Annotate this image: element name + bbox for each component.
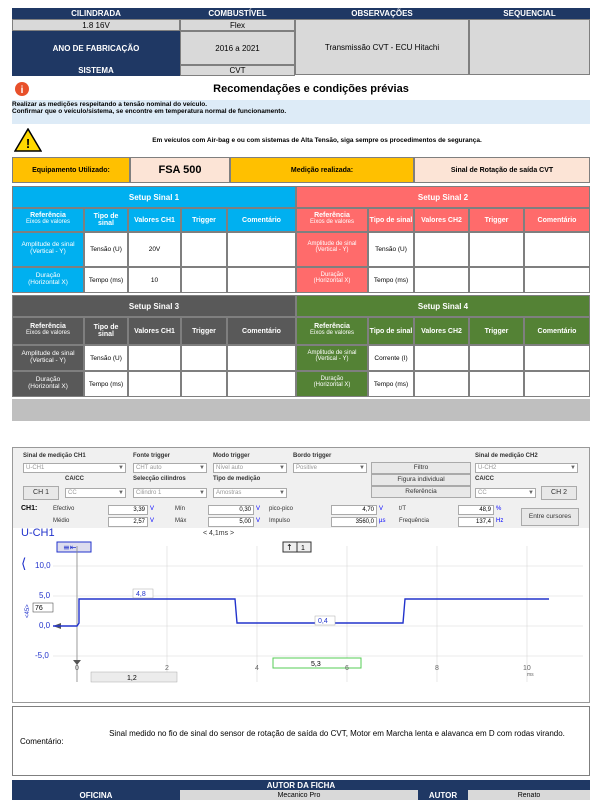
oficina-value: Mecanico Pro [180, 790, 418, 800]
section-divider [12, 399, 590, 421]
sinal-ch2-select[interactable]: U-CH2 ▼ [475, 463, 578, 473]
sequencial-value [469, 19, 590, 75]
efectivo-value: 3,39 [108, 505, 148, 515]
s2-amp-tipo: Tensão (U) [368, 232, 414, 267]
s2-amp-ref: Amplitude de sinal (Vertical - Y) [296, 232, 368, 267]
chart-mode-icon[interactable] [57, 542, 91, 552]
s3-dur-tipo: Tempo (ms) [84, 371, 128, 397]
y-tick-neg5: -5,0 [35, 651, 49, 660]
tt-label: t/T [399, 506, 406, 512]
setup-3-title: Setup Sinal 3 [12, 295, 296, 317]
s4-amp-trigger [469, 345, 524, 371]
sistema-value: CVT [180, 65, 295, 76]
s3-comentario-header: Comentário [227, 317, 296, 345]
oscilloscope-panel [12, 447, 590, 703]
waveform-display [13, 528, 589, 702]
s4-amp-value [414, 345, 469, 371]
s3-trigger-header: Trigger [181, 317, 227, 345]
cursor-arrow-icon: ⟨ [21, 556, 27, 572]
efectivo-unit: V [150, 506, 155, 512]
cursor-range-label: 5,3 [311, 661, 321, 668]
s1-comentario-header: Comentário [227, 208, 296, 232]
s1-amp-comment [227, 232, 296, 267]
s4-comentario-header: Comentário [524, 317, 590, 345]
left-marker-label: 76 [35, 605, 43, 612]
observacoes-value: Transmissão CVT - ECU Hitachi [295, 19, 469, 75]
tipomed-select[interactable]: Amostras ▼ [213, 488, 287, 498]
s3-dur-ref: Duração (Horizontal X) [12, 371, 84, 397]
s3-dur-trigger [181, 371, 227, 397]
ano-label: ANO DE FABRICAÇÃO [12, 31, 180, 65]
picopico-value: 4,70 [331, 505, 377, 515]
header-cilindrada-label: CILINDRADA [12, 8, 180, 19]
recommendation-line-2: Confirmar que o veículo/sistema, se encontre em temperatura normal de funcionamento. [12, 108, 287, 115]
s3-amp-comment [227, 345, 296, 371]
cacc-ch2-select[interactable]: CC ▼ [475, 488, 536, 498]
s1-amp-trigger [181, 232, 227, 267]
warning-text: Em veículos com Air-bag e ou com sistemas de Alta Tensão, siga sempre os procedimentos de segurança. [152, 136, 482, 144]
y-tick-0: 0,0 [39, 621, 51, 630]
s4-amp-comment [524, 345, 590, 371]
s1-dur-ref: Duração (Horizontal X) [12, 267, 84, 293]
figura-individual-button[interactable]: Figura individual [371, 474, 471, 486]
s4-dur-value [414, 371, 469, 397]
entre-cursores-button[interactable]: Entre cursores [521, 508, 579, 526]
s1-dur-comment [227, 267, 296, 293]
s2-amp-comment [524, 232, 590, 267]
tipomed-label: Tipo de medição [213, 476, 261, 482]
impulso-unit: µs [379, 518, 386, 524]
s2-ch2-header: Valores CH2 [414, 208, 469, 232]
s2-comentario-header: Comentário [524, 208, 590, 232]
efectivo-label: Efectivo [53, 506, 75, 512]
chevron-down-icon: ▼ [279, 465, 285, 471]
x-tick-4: 4 [255, 665, 259, 672]
s4-dur-comment [524, 371, 590, 397]
s1-amp-ref: Amplitude de sinal (Vertical - Y) [12, 232, 84, 267]
recommendations-title: Recomendações e condições prévias [213, 83, 409, 95]
s2-dur-value [414, 267, 469, 293]
s4-dur-tipo: Tempo (ms) [368, 371, 414, 397]
modo-trigger-select[interactable]: Nível auto ▼ [213, 463, 287, 473]
s3-ch1-header: Valores CH1 [128, 317, 181, 345]
s3-amp-trigger [181, 345, 227, 371]
max-value: 5,00 [208, 517, 254, 527]
sistema-label: SISTEMA [12, 65, 180, 76]
referencia-button[interactable]: Referência [371, 486, 471, 498]
max-label: Máx [175, 518, 187, 524]
fonte-trigger-label: Fonte trigger [133, 453, 170, 459]
x-tick-6: 6 [345, 665, 349, 672]
s3-amp-ref: Amplitude de sinal (Vertical - Y) [12, 345, 84, 371]
modo-trigger-label: Modo trigger [213, 453, 250, 459]
tt-unit: % [496, 506, 502, 512]
medio-unit: V [150, 518, 155, 524]
bottom-value-label: 1,2 [127, 675, 137, 682]
setup-1-title: Setup Sinal 1 [12, 186, 296, 208]
cacc-ch1-select[interactable]: CC ▼ [65, 488, 126, 498]
min-value: 0,30 [208, 505, 254, 515]
warning-icon [14, 128, 44, 154]
s3-amp-value [128, 345, 181, 371]
chevron-down-icon: ▼ [118, 490, 124, 496]
s2-tipo-header: Tipo de sinal [368, 208, 414, 232]
s2-dur-trigger [469, 267, 524, 293]
x-tick-8: 8 [435, 665, 439, 672]
s3-tipo-header: Tipo de sinal [84, 317, 128, 345]
s3-amp-tipo: Tensão (U) [84, 345, 128, 371]
ch1-measure-label: CH1: [21, 505, 38, 512]
x-tick-0: 0 [75, 665, 79, 672]
bordo-trigger-select[interactable]: Positive ▼ [293, 463, 367, 473]
setup-4-title: Setup Sinal 4 [296, 295, 590, 317]
s4-ref-header: Referência Eixos de valores [296, 317, 368, 345]
s4-dur-ref: Duração (Horizontal X) [296, 371, 368, 397]
chevron-down-icon: ▼ [118, 465, 124, 471]
sinal-ch2-label: Sinal de medição CH2 [475, 453, 538, 459]
s3-dur-value [128, 371, 181, 397]
fonte-trigger-select[interactable]: CHT auto ▼ [133, 463, 207, 473]
setup-2-title: Setup Sinal 2 [296, 186, 590, 208]
s2-dur-comment [524, 267, 590, 293]
cacc-label: CA/CC [65, 476, 84, 482]
impulso-label: Impulso [269, 518, 291, 524]
measure-label: Medição realizada: [230, 157, 414, 183]
recommendations-box [12, 100, 590, 124]
selcil-select[interactable]: Cilindro 1 ▼ [133, 488, 207, 498]
hi-level-label: 4,8 [136, 591, 146, 598]
recommendation-line-1: Realizar as medições respeitando a tensão nominal do veículo. [12, 101, 208, 108]
chevron-down-icon: ▼ [570, 465, 576, 471]
cilindrada-value: 1.8 16V [12, 19, 180, 31]
ch1-button[interactable]: CH 1 [23, 486, 59, 500]
cacc-ch2-label: CA/CC [475, 476, 494, 482]
header-sequencial-label: SEQUENCIAL [469, 8, 590, 19]
chevron-down-icon: ▼ [279, 490, 285, 496]
chevron-down-icon: ▼ [199, 490, 205, 496]
min-label: Mín [175, 506, 186, 512]
info-icon [12, 79, 32, 99]
y-tick-10: 10,0 [35, 561, 51, 570]
comment-box [12, 706, 590, 776]
s4-dur-trigger [469, 371, 524, 397]
selcil-label: Selecção cilindros [133, 476, 186, 482]
combustivel-value: Flex [180, 19, 295, 31]
filtro-button[interactable]: Filtro [371, 462, 471, 474]
x-unit: ms [527, 672, 534, 678]
trigger-edge-icon[interactable] [283, 542, 311, 552]
svg-text:1: 1 [301, 545, 305, 552]
impulso-value: 3560,0 [331, 517, 377, 527]
chevron-down-icon: ▼ [359, 465, 365, 471]
svg-text:i: i [20, 85, 24, 96]
s4-amp-ref: Amplitude de sinal (Vertical - Y) [296, 345, 368, 371]
equipment-label: Equipamento Utilizado: [12, 157, 130, 183]
x-tick-10: 10 [523, 665, 531, 672]
s4-tipo-header: Tipo de sinal [368, 317, 414, 345]
s3-ref-header: Referência Eixos de valores [12, 317, 84, 345]
s1-trigger-header: Trigger [181, 208, 227, 232]
svg-text:!: ! [25, 136, 31, 151]
bordo-trigger-label: Bordo trigger [293, 453, 332, 459]
measure-value: Sinal de Rotação de saída CVT [414, 157, 590, 183]
ano-value: 2016 a 2021 [180, 31, 295, 65]
medio-label: Médio [53, 518, 70, 524]
timebase-label: < 4,1ms > [203, 530, 235, 537]
s2-ref-header: Referência Eixos de valores [296, 208, 368, 232]
waveform-title: U-CH1 [21, 528, 55, 539]
sinal-ch1-select[interactable]: U-CH1 ▼ [23, 463, 126, 473]
s1-amp-value: 20V [128, 232, 181, 267]
comment-text: Sinal medido no fio de sinal do sensor de rotação de saída do CVT, Motor em Marcha lenta e alavanca em D com rodas virando. [109, 729, 565, 738]
autor-label: AUTOR [418, 790, 468, 800]
s1-dur-tipo: Tempo (ms) [84, 267, 128, 293]
s4-amp-tipo: Corrente (I) [368, 345, 414, 371]
autor-value: Renato [468, 790, 590, 800]
comment-label: Comentário: [20, 737, 64, 746]
svg-text:↑: ↑ [286, 543, 293, 552]
picopico-unit: V [379, 506, 384, 512]
ch2-button[interactable]: CH 2 [541, 486, 577, 500]
svg-text:≡⇤: ≡⇤ [63, 543, 77, 552]
s1-ref-header: Referência Eixos de valores [12, 208, 84, 232]
s1-ch1-header: Valores CH1 [128, 208, 181, 232]
s2-trigger-header: Trigger [469, 208, 524, 232]
s1-amp-tipo: Tensão (U) [84, 232, 128, 267]
lo-level-label: 0,4 [318, 618, 328, 625]
autor-ficha-label: AUTOR DA FICHA [12, 780, 590, 790]
left-scale-label: <45> [25, 604, 31, 618]
s1-dur-value: 10 [128, 267, 181, 293]
x-tick-2: 2 [165, 665, 169, 672]
chevron-down-icon: ▼ [199, 465, 205, 471]
sinal-ch1-label: Sinal de medição CH1 [23, 453, 86, 459]
freq-value: 137,4 [458, 517, 494, 527]
tt-value: 48,9 [458, 505, 494, 515]
chevron-down-icon: ▼ [528, 490, 534, 496]
header-observacoes-label: OBSERVAÇÕES [295, 8, 469, 19]
s3-dur-comment [227, 371, 296, 397]
max-unit: V [256, 518, 261, 524]
s2-dur-ref: Duração (Horizontal X) [296, 267, 368, 293]
picopico-label: pico-pico [269, 506, 294, 512]
y-tick-5: 5,0 [39, 591, 51, 600]
s2-dur-tipo: Tempo (ms) [368, 267, 414, 293]
header-combustivel-label: COMBUSTÍVEL [180, 8, 295, 19]
s1-dur-trigger [181, 267, 227, 293]
s1-tipo-header: Tipo de sinal [84, 208, 128, 232]
s2-amp-value [414, 232, 469, 267]
medio-value: 2,57 [108, 517, 148, 527]
oficina-label: OFICINA [12, 790, 180, 800]
min-unit: V [256, 506, 261, 512]
s4-ch2-header: Valores CH2 [414, 317, 469, 345]
freq-unit: Hz [496, 518, 504, 524]
freq-label: Frequência [399, 518, 430, 524]
equipment-value: FSA 500 [130, 157, 230, 183]
s2-amp-trigger [469, 232, 524, 267]
s4-trigger-header: Trigger [469, 317, 524, 345]
